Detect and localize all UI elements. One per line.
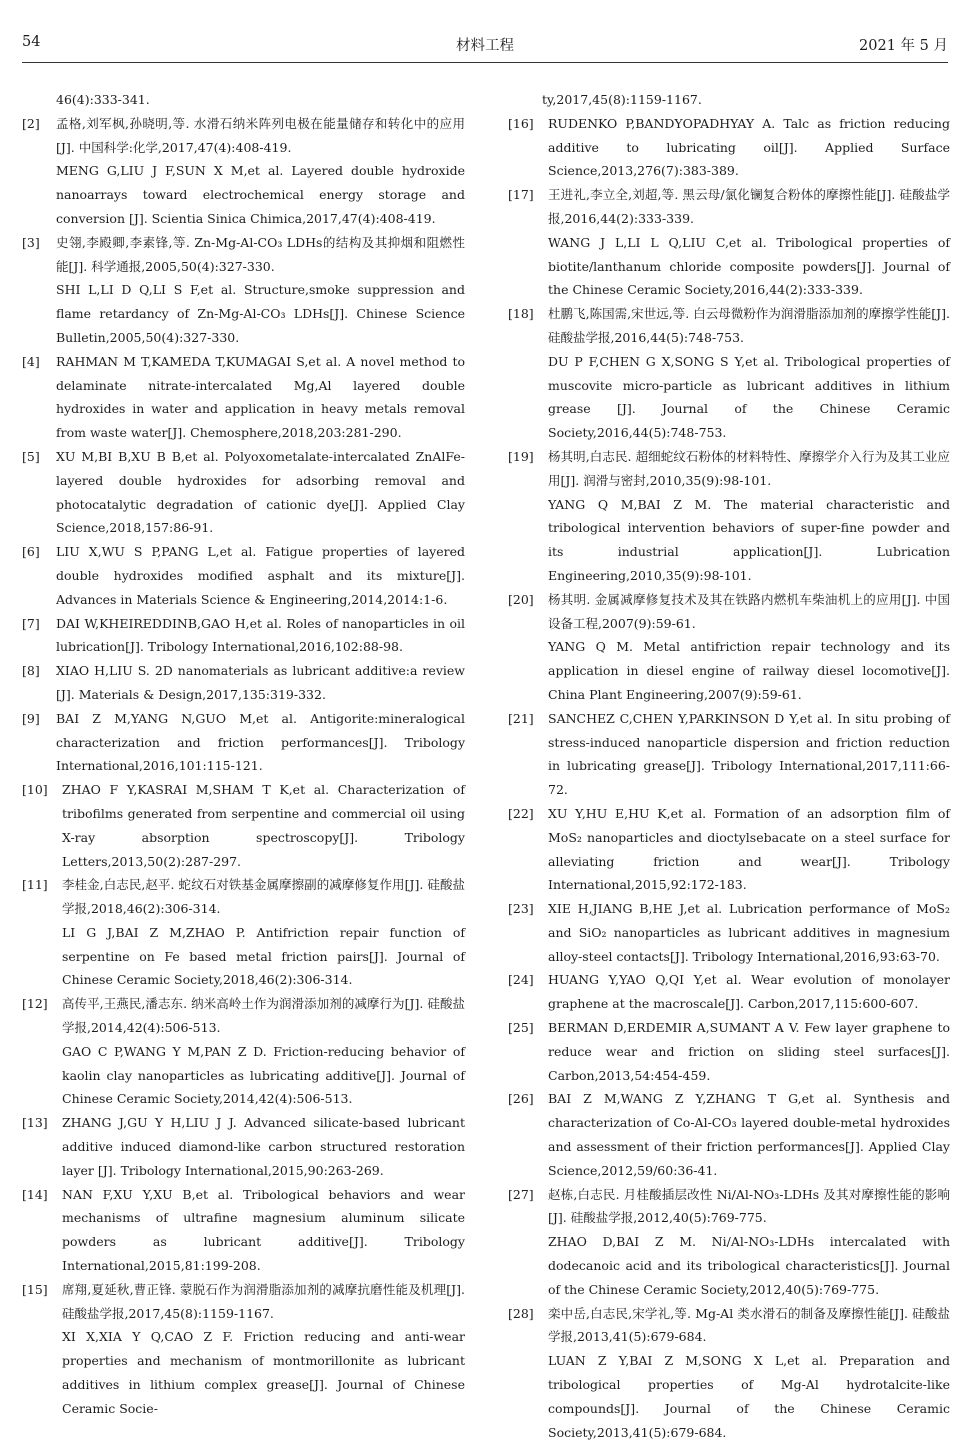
reference-text: HUANG Y,YAO Q,QI Y,et al. Wear evolution of monolayer graphene at the macroscale[J]. Carbon,2017,115:600-607.: [548, 972, 950, 1012]
reference-text: 高传平,王燕民,潘志东. 纳米高岭土作为润滑添加剂的减摩行为[J]. 硅酸盐学报,2014,42(4):506-513.: [62, 996, 465, 1036]
reference-body: [22, 707, 465, 778]
reference-text: 王进礼,李立全,刘超,等. 黑云母/氯化镧复合粉体的摩擦性能[J]. 硅酸盐学报,2016,44(2):333-339.: [548, 187, 950, 226]
reference-entry: [22, 1111, 465, 1182]
reference-number: [27]: [508, 1186, 534, 1202]
reference-number: [25]: [508, 1020, 534, 1036]
reference-entry: [22, 350, 465, 445]
reference-number: [21]: [508, 710, 534, 726]
reference-entry: [508, 1302, 950, 1444]
reference-entry: [508, 183, 950, 302]
reference-entry: [22, 778, 465, 873]
reference-entry: [22, 707, 465, 778]
reference-text: BAI Z M,WANG Z Y,ZHANG T G,et al. Synthesis and characterization of Co-Al-CO₃ layered double-metal hydroxides and assessment of their friction performances[J]. Applied Clay Science,2012,59/60:36-41.: [548, 1091, 950, 1178]
reference-number: [19]: [508, 448, 534, 464]
reference-entry: [508, 588, 950, 707]
issue-date: 2021 年 5 月: [859, 38, 948, 54]
reference-number: [14]: [22, 1186, 48, 1202]
reference-number: [8]: [22, 663, 40, 679]
reference-entry: [508, 1183, 950, 1302]
reference-text: 孟格,刘军枫,孙晓明,等. 水滑石纳米阵列电极在能量储存和转化中的应用[J]. 中国科学:化学,2017,47(4):408-419.: [56, 115, 465, 155]
reference-text: LI G J,BAI Z M,ZHAO P. Antifriction repair function of serpentine on Fe based metal friction pairs[J]. Journal of Chinese Ceramic Society,2018,46(2):306-314.: [62, 924, 465, 988]
reference-number: [17]: [508, 187, 534, 203]
reference-number: [6]: [22, 544, 40, 560]
reference-entry: [22, 231, 465, 350]
reference-body: [508, 588, 950, 707]
reference-entry: [508, 968, 950, 1016]
reference-text: XIE H,JIANG B,HE J,et al. Lubrication performance of MoS₂ and SiO₂ nanoparticles as lubricant additives in magnesium alloy-steel contacts[J]. Tribology International,2016,93:63-70.: [548, 901, 950, 964]
reference-text: RAHMAN M T,KAMEDA T,KUMAGAI S,et al. A novel method to delaminate nitrate-intercalated Mg,Al layered double hydroxides in water and application in heavy metals removal from waste water[J]. Chemosphere,2018,203:281-290.: [56, 353, 465, 441]
running-header: [22, 34, 948, 63]
reference-number: [28]: [508, 1305, 534, 1321]
reference-number: [11]: [22, 877, 48, 893]
reference-text: 杜鹏飞,陈国需,宋世远,等. 白云母微粉作为润滑脂添加剂的摩擦学性能[J]. 硅酸盐学报,2016,44(5):748-753.: [548, 306, 950, 345]
reference-text: 杨其明,白志民. 超细蛇纹石粉体的材料特性、摩擦学介入行为及其工业应用[J]. 润滑与密封,2010,35(9):98-101.: [548, 448, 950, 488]
reference-number: [5]: [22, 448, 40, 464]
reference-entry: [508, 302, 950, 445]
reference-number: [3]: [22, 234, 40, 250]
reference-text: 史翎,李殿卿,李素锋,等. Zn-Mg-Al-CO₃ LDHs的结构及其抑烟和阻燃性能[J]. 科学通报,2005,50(4):327-330.: [56, 234, 465, 274]
reference-text: ZHAO D,BAI Z M. Ni/Al-NO₃-LDHs intercalated with dodecanoic acid and its tribological characteristics[J]. Journal of the Chinese Ceramic Society,2012,40(5):769-775.: [548, 1234, 950, 1297]
reference-entry: [22, 445, 465, 540]
reference-text: BAI Z M,YANG N,GUO M,et al. Antigorite:mineralogical characterization and friction performances[J]. Tribology International,2016,101:115-121.: [56, 710, 465, 774]
reference-body: [22, 1111, 465, 1182]
reference-text: YANG Q M,BAI Z M. The material characteristic and tribological intervention behaviors of super-fine powder and its industrial application[J]. Lubrication Engineering,2010,35(9):98-101.: [548, 496, 950, 583]
reference-body: [22, 992, 465, 1111]
reference-body: [508, 968, 950, 1016]
reference-body: [508, 1302, 950, 1444]
reference-body: [508, 88, 950, 112]
reference-text: 杨其明. 金属减摩修复技术及其在铁路内燃机车柴油机上的应用[J]. 中国设备工程,2007(9):59-61.: [548, 591, 950, 631]
reference-body: [508, 302, 950, 445]
reference-text: 席翔,夏延秋,曹正锋. 蒙脱石作为润滑脂添加剂的减摩抗磨性能及机理[J]. 硅酸盐学报,2017,45(8):1159-1167.: [62, 1281, 465, 1321]
reference-number: [4]: [22, 353, 40, 369]
reference-entry: [22, 540, 465, 611]
reference-number: [15]: [22, 1281, 48, 1297]
reference-body: [508, 112, 950, 183]
reference-entry: [508, 1016, 950, 1087]
reference-body: [22, 873, 465, 992]
reference-body: [508, 707, 950, 802]
reference-text: SHI L,LI D Q,LI S F,et al. Structure,smoke suppression and flame retardancy of Zn-Mg-Al-CO₃ LDHs[J]. Chinese Science Bulletin,2005,50(4):327-330.: [56, 282, 465, 345]
reference-text: ZHANG J,GU Y H,LIU J J. Advanced silicate-based lubricant additive induced diamond-like carbon structured restoration layer [J]. Tribology International,2015,90:263-269.: [62, 1115, 465, 1178]
reference-number: [13]: [22, 1115, 48, 1131]
reference-body: [508, 802, 950, 897]
reference-text: 栾中岳,白志民,宋学礼,等. Mg-Al 类水滑石的制备及摩擦性能[J]. 硅酸盐学报,2013,41(5):679-684.: [548, 1305, 950, 1345]
reference-body: [22, 231, 465, 350]
reference-continuation: [22, 88, 465, 112]
reference-body: [22, 445, 465, 540]
reference-body: [22, 778, 465, 873]
reference-text: RUDENKO P,BANDYOPADHYAY A. Talc as friction reducing additive to lubricating oil[J]. Applied Surface Science,2013,276(7):383-389.: [548, 115, 950, 179]
reference-column-left: [22, 88, 465, 1421]
reference-text: XI X,XIA Y Q,CAO Z F. Friction reducing and anti-wear properties and mechanism of montmorillonite as lubricant additives in lithium complex grease[J]. Journal of Chinese Ceramic Socie-: [62, 1329, 465, 1416]
reference-text: SANCHEZ C,CHEN Y,PARKINSON D Y,et al. In situ probing of stress-induced nanoparticle dispersion and friction reduction in lubricating grease[J]. Tribology International,2017,111:66-72.: [548, 710, 950, 798]
reference-text: MENG G,LIU J F,SUN X M,et al. Layered double hydroxide nanoarrays toward electrochemical energy storage and conversion [J]. Scientia Sinica Chimica,2017,47(4):408-419.: [56, 163, 465, 226]
reference-text: XIAO H,LIU S. 2D nanomaterials as lubricant additive:a review [J]. Materials & Design,2017,135:319-332.: [56, 663, 465, 702]
reference-continuation: [508, 88, 950, 112]
reference-body: [508, 183, 950, 302]
reference-column-right: [508, 88, 950, 1444]
reference-entry: [22, 1183, 465, 1278]
reference-entry: [22, 992, 465, 1111]
reference-text: DAI W,KHEIREDDINB,GAO H,et al. Roles of nanoparticles in oil lubrication[J]. Tribology International,2016,102:88-98.: [56, 615, 465, 655]
reference-body: [22, 350, 465, 445]
reference-text: XU Y,HU E,HU K,et al. Formation of an adsorption film of MoS₂ nanoparticles and dioctylsebacate on a steel surface for alleviating friction and wear[J]. Tribology International,2015,92:172-183.: [548, 805, 950, 893]
reference-text: 李桂金,白志民,赵平. 蛇纹石对铁基金属摩擦副的减摩修复作用[J]. 硅酸盐学报,2018,46(2):306-314.: [62, 877, 465, 917]
reference-text: NAN F,XU Y,XU B,et al. Tribological behaviors and wear mechanisms of ultrafine magnesium aluminum silicate powders as lubricant additive[J]. Tribology International,2015,81:199-208.: [62, 1186, 465, 1274]
reference-text: GAO C P,WANG Y M,PAN Z D. Friction-reducing behavior of kaolin clay nanoparticles as lubricating additive[J]. Journal of Chinese Ceramic Society,2014,42(4):506-513.: [62, 1043, 465, 1107]
reference-body: [508, 1016, 950, 1087]
reference-number: [20]: [508, 591, 534, 607]
reference-entry: [508, 707, 950, 802]
reference-body: [22, 1183, 465, 1278]
reference-number: [9]: [22, 710, 40, 726]
reference-body: [508, 1183, 950, 1302]
reference-entry: [508, 1087, 950, 1182]
reference-body: [22, 540, 465, 611]
reference-text: 46(4):333-341.: [56, 92, 150, 107]
reference-text: ty,2017,45(8):1159-1167.: [542, 92, 702, 107]
reference-entry: [508, 897, 950, 968]
reference-entry: [22, 1278, 465, 1421]
reference-number: [26]: [508, 1091, 534, 1107]
reference-body: [22, 88, 465, 112]
reference-number: [10]: [22, 782, 48, 798]
reference-entry: [22, 873, 465, 992]
reference-body: [22, 659, 465, 707]
reference-text: 赵栋,白志民. 月桂酸插层改性 Ni/Al-NO₃-LDHs 及其对摩擦性能的影响[J]. 硅酸盐学报,2012,40(5):769-775.: [548, 1186, 950, 1226]
reference-entry: [508, 445, 950, 588]
reference-number: [16]: [508, 115, 534, 131]
reference-number: [24]: [508, 972, 534, 988]
reference-number: [23]: [508, 901, 534, 917]
reference-text: YANG Q M. Metal antifriction repair technology and its application in diesel engine of railway diesel locomotive[J]. China Plant Engineering,2007(9):59-61.: [548, 639, 950, 702]
reference-number: [2]: [22, 115, 40, 131]
reference-body: [508, 1087, 950, 1182]
reference-body: [22, 612, 465, 660]
reference-text: ZHAO F Y,KASRAI M,SHAM T K,et al. Characterization of tribofilms generated from serpentine and commercial oil using X-ray absorption spectroscopy[J]. Tribology Letters,2013,50(2):287-297.: [62, 782, 465, 869]
reference-entry: [22, 112, 465, 231]
reference-text: WANG J L,LI L Q,LIU C,et al. Tribological properties of biotite/lanthanum chloride composite powders[J]. Journal of the Chinese Ceramic Society,2016,44(2):333-339.: [548, 234, 950, 298]
reference-body: [22, 112, 465, 231]
reference-body: [508, 445, 950, 588]
page-number: 54: [22, 34, 41, 50]
reference-body: [22, 1278, 465, 1421]
reference-text: LIU X,WU S P,PANG L,et al. Fatigue properties of layered double hydroxides modified asphalt and its mixture[J]. Advances in Materials Science & Engineering,2014,2014:1-6.: [56, 544, 465, 607]
reference-body: [508, 897, 950, 968]
journal-title: 材料工程: [456, 38, 514, 54]
reference-text: XU M,BI B,XU B B,et al. Polyoxometalate-intercalated ZnAlFe-layered double hydroxides for adsorbing removal and photocatalytic degradation of cationic dye[J]. Applied Clay Science,2018,157:86-91.: [56, 448, 465, 536]
reference-entry: [508, 802, 950, 897]
reference-text: DU P F,CHEN G X,SONG S Y,et al. Tribological properties of muscovite micro-particle as lubricant additives in lithium grease [J]. Journal of the Chinese Ceramic Society,2016,44(5):748-753.: [548, 353, 950, 441]
reference-text: BERMAN D,ERDEMIR A,SUMANT A V. Few layer graphene to reduce wear and friction on sliding steel surfaces[J]. Carbon,2013,54:454-459.: [548, 1020, 950, 1083]
reference-entry: [22, 612, 465, 660]
reference-number: [7]: [22, 615, 40, 631]
reference-entry: [508, 112, 950, 183]
reference-number: [18]: [508, 306, 534, 322]
reference-entry: [22, 659, 465, 707]
reference-number: [22]: [508, 805, 534, 821]
reference-text: LUAN Z Y,BAI Z M,SONG X L,et al. Preparation and tribological properties of Mg-Al hydrotalcite-like compounds[J]. Journal of the Chinese Ceramic Society,2013,41(5):679-684.: [548, 1353, 950, 1440]
reference-number: [12]: [22, 996, 48, 1012]
